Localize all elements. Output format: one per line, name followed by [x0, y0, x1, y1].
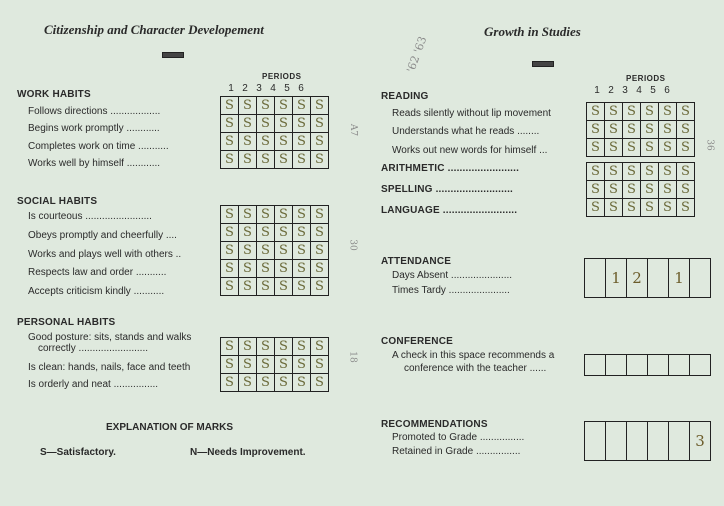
mark-cell: S — [311, 97, 329, 115]
mark-cell: S — [239, 242, 257, 260]
period-4: 4 — [636, 85, 642, 96]
mark-cell: S — [311, 206, 329, 224]
entry-cell: 1 — [669, 259, 690, 297]
work-item: Completes work on time ........... — [28, 141, 169, 152]
mark-cell: S — [311, 356, 329, 374]
mark-cell: S — [239, 115, 257, 133]
personal-item: Good posture: sits, stands and walks — [28, 332, 192, 343]
entry-cell — [648, 422, 669, 460]
mark-cell: S — [623, 181, 641, 199]
social-item: Accepts criticism kindly ........... — [28, 286, 165, 297]
social-habits-grid — [220, 205, 329, 296]
mark-cell: S — [587, 139, 605, 157]
mark-cell: S — [311, 133, 329, 151]
mark-cell: S — [257, 133, 275, 151]
mark-cell: S — [275, 260, 293, 278]
reading-grid — [586, 102, 695, 157]
mark-cell: S — [257, 338, 275, 356]
mark-cell: S — [257, 206, 275, 224]
mark-cell: S — [221, 115, 239, 133]
mark-cell: S — [677, 181, 695, 199]
times-tardy-label: Times Tardy ...................... — [392, 285, 510, 296]
mark-cell: S — [275, 356, 293, 374]
explanation-s: S—Satisfactory. — [40, 447, 116, 458]
period-1: 1 — [594, 85, 600, 96]
explanation-n: N—Needs Improvement. — [190, 447, 306, 458]
period-1: 1 — [228, 83, 234, 94]
studies-title: Growth in Studies — [484, 24, 581, 39]
period-3: 3 — [256, 83, 262, 94]
period-6: 6 — [664, 85, 670, 96]
mark-cell: S — [257, 224, 275, 242]
mark-cell: S — [239, 278, 257, 296]
mark-cell: S — [239, 356, 257, 374]
period-2: 2 — [608, 85, 614, 96]
mark-cell: S — [257, 278, 275, 296]
mark-cell: S — [677, 121, 695, 139]
mark-cell: S — [221, 242, 239, 260]
mark-cell: S — [239, 338, 257, 356]
mark-cell: S — [293, 151, 311, 169]
period-numbers — [224, 83, 308, 94]
entry-cell — [690, 259, 711, 297]
entry-cell: 3 — [690, 422, 711, 460]
mark-cell: S — [293, 224, 311, 242]
mark-cell: S — [641, 181, 659, 199]
mark-cell: S — [293, 206, 311, 224]
periods-label: PERIODS — [262, 72, 302, 81]
mark-cell: S — [293, 242, 311, 260]
personal-habits-grid — [220, 337, 329, 392]
mark-cell: S — [221, 260, 239, 278]
mark-cell: S — [623, 103, 641, 121]
mark-cell: S — [239, 133, 257, 151]
conference-heading: CONFERENCE — [381, 336, 454, 347]
mark-cell: S — [623, 199, 641, 217]
mark-cell: S — [239, 374, 257, 392]
work-habits-heading: WORK HABITS — [17, 89, 91, 100]
mark-cell: S — [275, 133, 293, 151]
mark-cell: S — [605, 139, 623, 157]
mark-cell: S — [275, 338, 293, 356]
mark-cell: S — [239, 151, 257, 169]
mark-cell: S — [275, 115, 293, 133]
social-item: Works and plays well with others .. — [28, 249, 182, 260]
mark-cell: S — [293, 374, 311, 392]
conference-line-2: conference with the teacher ...... — [404, 363, 547, 374]
personal-margin-note: 18 — [347, 351, 358, 363]
mark-cell: S — [221, 278, 239, 296]
citizenship-title: Citizenship and Character Developement — [44, 22, 264, 37]
mark-cell: S — [311, 151, 329, 169]
mark-cell: S — [293, 260, 311, 278]
promoted-label: Promoted to Grade ................ — [392, 432, 525, 443]
mark-cell: S — [275, 242, 293, 260]
entry-cell — [669, 355, 690, 375]
mark-cell: S — [605, 199, 623, 217]
mark-cell: S — [659, 199, 677, 217]
mark-cell: S — [293, 115, 311, 133]
mark-cell: S — [605, 103, 623, 121]
mark-cell: S — [587, 163, 605, 181]
mark-cell: S — [659, 181, 677, 199]
mark-cell: S — [275, 151, 293, 169]
social-item: Respects law and order ........... — [28, 267, 167, 278]
personal-habits-heading: PERSONAL HABITS — [17, 317, 116, 328]
entry-cell — [585, 422, 606, 460]
recommendations-grid — [584, 421, 711, 461]
mark-cell: S — [257, 356, 275, 374]
work-habits-grid — [220, 96, 329, 169]
period-2: 2 — [242, 83, 248, 94]
entry-cell — [606, 422, 627, 460]
mark-cell: S — [311, 115, 329, 133]
recommendations-heading: RECOMMENDATIONS — [381, 419, 488, 430]
mark-cell: S — [221, 224, 239, 242]
mark-cell: S — [587, 181, 605, 199]
divider-mark — [532, 61, 554, 67]
explanation-heading: EXPLANATION OF MARKS — [106, 422, 234, 433]
social-habits-heading: SOCIAL HABITS — [17, 196, 98, 207]
reading-item: Works out new words for himself ... — [392, 145, 548, 156]
entry-cell — [669, 422, 690, 460]
social-margin-note: 30 — [347, 239, 358, 251]
retained-label: Retained in Grade ................ — [392, 446, 521, 457]
mark-cell: S — [257, 97, 275, 115]
handwritten-year: '62 '63 — [404, 34, 430, 75]
mark-cell: S — [641, 139, 659, 157]
language-heading: LANGUAGE ......................... — [381, 205, 518, 216]
attendance-grid — [584, 258, 711, 298]
mark-cell: S — [311, 374, 329, 392]
period-4: 4 — [270, 83, 276, 94]
work-item: Follows directions .................. — [28, 106, 161, 117]
mark-cell: S — [605, 121, 623, 139]
mark-cell: S — [641, 163, 659, 181]
mark-cell: S — [311, 242, 329, 260]
mark-cell: S — [677, 139, 695, 157]
personal-item: Is clean: hands, nails, face and teeth — [28, 362, 191, 373]
mark-cell: S — [275, 374, 293, 392]
entry-cell — [585, 355, 606, 375]
mark-cell: S — [293, 338, 311, 356]
mark-cell: S — [659, 121, 677, 139]
mark-cell: S — [623, 163, 641, 181]
work-item: Works well by himself ............ — [28, 158, 161, 169]
entry-cell — [606, 355, 627, 375]
mark-cell: S — [275, 278, 293, 296]
mark-cell: S — [239, 224, 257, 242]
mark-cell: S — [623, 139, 641, 157]
mark-cell: S — [311, 260, 329, 278]
mark-cell: S — [257, 260, 275, 278]
mark-cell: S — [275, 97, 293, 115]
work-margin-note: A7 — [348, 123, 359, 137]
mark-cell: S — [239, 206, 257, 224]
reading-margin-note: 36 — [704, 139, 715, 151]
mark-cell: S — [221, 374, 239, 392]
mark-cell: S — [293, 133, 311, 151]
mark-cell: S — [623, 121, 641, 139]
mark-cell: S — [587, 121, 605, 139]
mark-cell: S — [587, 103, 605, 121]
mark-cell: S — [293, 97, 311, 115]
entry-cell — [627, 422, 648, 460]
mark-cell: S — [293, 356, 311, 374]
periods-label: PERIODS — [626, 74, 666, 83]
conference-line-1: A check in this space recommends a — [392, 350, 555, 361]
divider-mark — [162, 52, 184, 58]
work-item: Begins work promptly ............ — [28, 123, 160, 134]
mark-cell: S — [641, 199, 659, 217]
mark-cell: S — [605, 181, 623, 199]
mark-cell: S — [221, 338, 239, 356]
period-numbers — [590, 85, 674, 96]
personal-item: correctly ......................... — [38, 343, 149, 354]
mark-cell: S — [659, 103, 677, 121]
reading-heading: READING — [381, 91, 429, 102]
mark-cell: S — [221, 151, 239, 169]
mark-cell: S — [239, 260, 257, 278]
entry-cell: 2 — [627, 259, 648, 297]
mark-cell: S — [293, 278, 311, 296]
mark-cell: S — [641, 103, 659, 121]
mark-cell: S — [659, 139, 677, 157]
period-5: 5 — [650, 85, 656, 96]
mark-cell: S — [257, 151, 275, 169]
mark-cell: S — [221, 206, 239, 224]
reading-item: Understands what he reads ........ — [392, 126, 540, 137]
mark-cell: S — [221, 133, 239, 151]
mark-cell: S — [641, 121, 659, 139]
mark-cell: S — [677, 103, 695, 121]
mark-cell: S — [605, 163, 623, 181]
mark-cell: S — [221, 97, 239, 115]
mark-cell: S — [257, 374, 275, 392]
subjects-grid — [586, 162, 695, 217]
conference-grid — [584, 354, 711, 376]
period-6: 6 — [298, 83, 304, 94]
entry-cell — [648, 259, 669, 297]
entry-cell — [627, 355, 648, 375]
mark-cell: S — [311, 338, 329, 356]
days-absent-label: Days Absent ...................... — [392, 270, 513, 281]
entry-cell — [585, 259, 606, 297]
entry-cell — [648, 355, 669, 375]
mark-cell: S — [275, 224, 293, 242]
mark-cell: S — [311, 224, 329, 242]
mark-cell: S — [257, 242, 275, 260]
mark-cell: S — [257, 115, 275, 133]
social-item: Obeys promptly and cheerfully .... — [28, 230, 177, 241]
spelling-heading: SPELLING .......................... — [381, 184, 514, 195]
mark-cell: S — [275, 206, 293, 224]
mark-cell: S — [239, 97, 257, 115]
mark-cell: S — [587, 199, 605, 217]
mark-cell: S — [311, 278, 329, 296]
arithmetic-heading: ARITHMETIC ........................ — [381, 163, 520, 174]
attendance-heading: ATTENDANCE — [381, 256, 452, 267]
period-5: 5 — [284, 83, 290, 94]
reading-item: Reads silently without lip movement — [392, 108, 551, 119]
entry-cell: 1 — [606, 259, 627, 297]
social-item: Is courteous ........................ — [28, 211, 152, 222]
personal-item: Is orderly and neat ................ — [28, 379, 159, 390]
period-3: 3 — [622, 85, 628, 96]
mark-cell: S — [677, 199, 695, 217]
mark-cell: S — [677, 163, 695, 181]
mark-cell: S — [659, 163, 677, 181]
mark-cell: S — [221, 356, 239, 374]
entry-cell — [690, 355, 711, 375]
